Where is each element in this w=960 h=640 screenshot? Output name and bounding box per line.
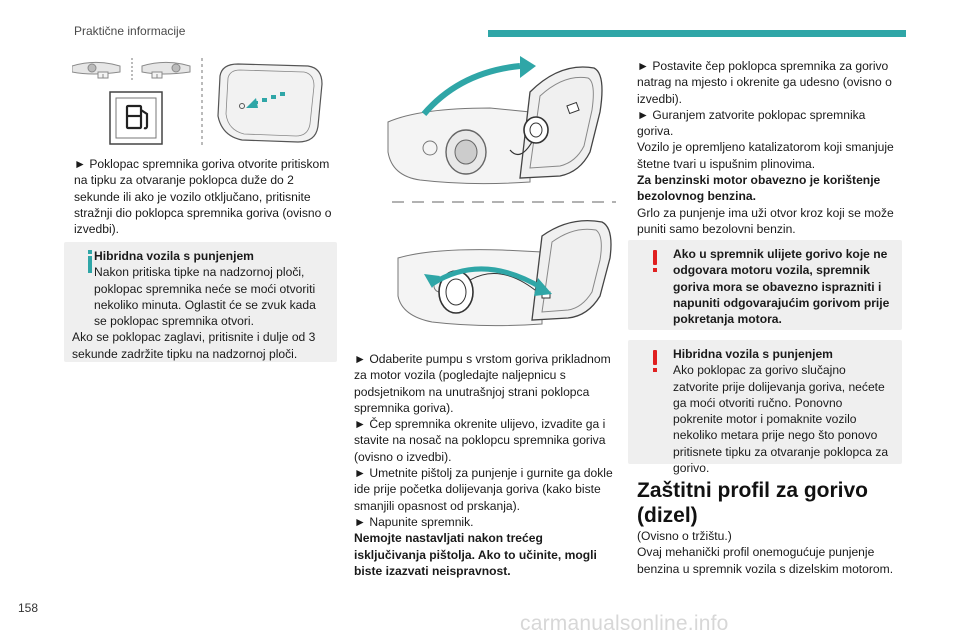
watermark: carmanualsonline.info [520, 612, 729, 635]
dashed-separator [392, 198, 616, 206]
unleaded-requirement: Za benzinski motor obavezno je korištenje bezolovnog benzina. [637, 173, 881, 204]
note-line: Nakon pritiska tipke na nadzornoj ploči, poklopac spremnika neće se moći otvoriti nekoliko minuta. Oglastit će se zvuk kada se poklopac spremnika otvori. [94, 265, 316, 329]
warning-wrong-fuel-text: Ako u spremnik ulijete gorivo koje ne odgovara motoru vozila, spremnik goriva mora se obavezno isprazniti i napuniti odgovarajućim gorivom prije pokretanja motora. [673, 247, 890, 327]
warning-hybrid [628, 340, 902, 476]
col3-intro [637, 58, 903, 237]
warning-icon [650, 250, 660, 272]
warning-hybrid-text: Ako poklopac za gorivo slučajno zatvorite prije dolijevanja goriva, nećete ga moći otvoriti ručno. Ponovno pokrenite motor i pomaknite vozilo nekoliko metara prije nego što ponovo pritisnete tipku za otvaranje poklopca za gorivo. [673, 363, 889, 476]
warning-hybrid-title: Hibridna vozila s punjenjem [673, 347, 833, 361]
warning-wrong-fuel [628, 240, 902, 330]
market-note: (Ovisno o tržištu.) [637, 529, 732, 543]
step-select-pump: ► Odaberite pumpu s vrstom goriva prikladnom za motor vozila (pogledajte naljepnicu s podsjetnikom na unutrašnjoj strani poklopca spremnika goriva). [354, 352, 611, 415]
note-line-2: Ako se poklopac zaglavi, pritisnite i dulje od 3 sekunde zadržite tipku na nadzornoj ploči. [72, 330, 316, 361]
fuel-cap-holder-illustration [392, 212, 616, 334]
step-replace-cap: ► Postavite čep poklopca spremnika za gorivo natrag na mjesto i okrenite ga udesno (ovisno o izvedbi). [637, 59, 892, 106]
fuel-cap-removal-illustration [380, 52, 612, 202]
warning-third-cutoff: Nemojte nastavljati nakon trećeg isključivanja pištolja. Ako to učinite, mogli biste izazvati neispravnost. [354, 531, 597, 578]
step-remove-cap: ► Čep spremnika okrenite ulijevo, izvadite ga i stavite na nosač na poklopcu spremnika goriva (ovisno o izvedbi). [354, 417, 606, 464]
catalyst-text: Vozilo je opremljeno katalizatorom koji smanjuje štetne tvari u ispušnim plinovima. [637, 140, 894, 171]
step-insert-nozzle: ► Umetnite pištolj za punjenje i gurnite ga dokle ide prije početka dolijevanja goriva (kako biste smanjili opasnost od prskanja). [354, 466, 613, 513]
warning-icon [650, 350, 660, 372]
page-number: 158 [18, 601, 39, 615]
col2-steps [354, 351, 618, 579]
info-icon [85, 250, 94, 273]
step-fill-tank: ► Napunite spremnik. [354, 514, 474, 529]
step-open-flap: ► Poklopac spremnika goriva otvorite pritiskom na tipku za otvaranje poklopca duže do 2 sekunde ili ako je vozilo otključano, pritisnite stražnji dio poklopca spremnika goriva (ovisno o izvedbi). [74, 157, 332, 237]
note-title: Hibridna vozila s punjenjem [94, 249, 254, 263]
car-dashboard-left-icon [72, 62, 120, 78]
info-note-hybrid [64, 242, 337, 362]
diesel-profile-text: Ovaj mehanički profil onemogućuje punjenje benzina u spremnik vozila s dizelskim motorom. [637, 545, 894, 576]
filler-neck-text: Grlo za punjenje ima uži otvor kroz koji se može puniti samo bezolovni benzin. [637, 205, 894, 236]
col3-diesel [637, 528, 903, 577]
header-accent-bar [488, 30, 906, 37]
rotate-arrow-icon [424, 66, 520, 114]
fuel-flap-button-illustration [72, 56, 338, 152]
step-close-flap: ► Guranjem zatvorite poklopac spremnika goriva. [637, 107, 866, 139]
car-dashboard-right-icon [142, 62, 190, 78]
section-heading-diesel-profile: Zaštitni profil za gorivo (dizel) [637, 479, 869, 527]
running-header: Praktične informacije [74, 24, 186, 38]
